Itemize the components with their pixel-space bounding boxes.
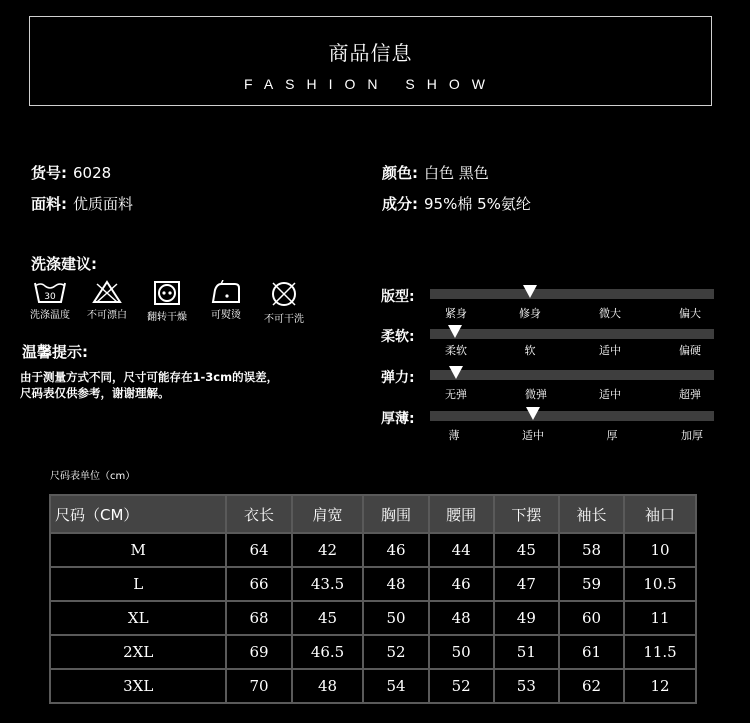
table-cell: 66 [227,568,290,600]
table-cell: 60 [560,602,623,634]
table-row [51,670,695,702]
notice-line: 由于测量方式不同，尺寸可能存在1-3cm的误差， [20,370,279,384]
rating-label-elasticity: 弹力: [381,370,415,386]
table-cell: 51 [495,636,558,668]
rating-option: 适中 [599,344,621,357]
table-cell: 61 [560,636,623,668]
table-cell: 2XL [51,636,225,668]
table-cell: XL [51,602,225,634]
rating-marker-softness [448,325,462,338]
wash-item [18,280,82,321]
rating-option: 加厚 [681,429,703,442]
rating-option: 修身 [519,307,541,320]
table-row [51,534,695,566]
table-cell: 62 [560,670,623,702]
rating-option: 厚 [606,429,618,442]
rating-option: 柔软 [445,344,467,357]
rating-option: 适中 [599,388,621,401]
table-cell: 68 [227,602,290,634]
wash-label: 洗涤温度 [30,310,70,321]
rating-option: 超弹 [679,388,701,401]
table-cell: 3XL [51,670,225,702]
color-value: 白色 黑色 [424,164,489,182]
page-title: 商品信息 [328,41,413,65]
no-dry-clean-icon [269,280,299,308]
column-header: 袖口 [625,496,695,532]
table-cell: 48 [293,670,363,702]
column-header: 下摆 [495,496,558,532]
table-cell: M [51,534,225,566]
header-box [29,16,712,106]
column-header: 胸围 [364,496,427,532]
table-cell: 70 [227,670,290,702]
size-table [49,494,697,704]
rating-marker-thickness [526,407,540,420]
rating-label-fit: 版型: [381,289,415,305]
fabric [31,193,133,214]
table-cell: 59 [560,568,623,600]
table-cell: 49 [495,602,558,634]
table-cell: 42 [293,534,363,566]
item-number-label: 货号: [31,164,67,182]
table-cell: 58 [560,534,623,566]
rating-option: 偏硬 [679,344,701,357]
table-cell: 44 [430,534,493,566]
wash-label: 不可干洗 [264,314,304,325]
rating-track-softness [430,329,714,339]
table-cell: 54 [364,670,427,702]
table-cell: 52 [430,670,493,702]
rating-track-fit [430,289,714,299]
svg-text:30: 30 [44,292,56,302]
table-cell: 50 [430,636,493,668]
table-row [51,602,695,634]
table-cell: L [51,568,225,600]
rating-label-softness: 柔软: [381,329,415,345]
table-cell: 48 [430,602,493,634]
color-label: 颜色: [382,164,418,182]
column-header: 腰围 [430,496,493,532]
rating-option: 微大 [599,307,621,320]
composition [382,193,531,214]
table-row [51,568,695,600]
column-header: 衣长 [227,496,290,532]
table-cell: 10.5 [625,568,695,600]
table-cell: 11.5 [625,636,695,668]
column-header: 肩宽 [293,496,363,532]
rating-option: 薄 [448,429,460,442]
table-cell: 11 [625,602,695,634]
page-subtitle: FASHION SHOW [244,76,497,92]
fabric-label: 面料: [31,195,67,213]
table-cell: 46 [364,534,427,566]
table-cell: 46.5 [293,636,363,668]
no-bleach-icon [92,280,122,304]
wash-item [252,280,316,325]
wash-label: 不可漂白 [87,310,127,321]
rating-option: 微弹 [525,388,547,401]
item-number [31,162,111,183]
table-cell: 43.5 [293,568,363,600]
table-cell: 12 [625,670,695,702]
fabric-value: 优质面料 [73,195,134,213]
table-cell: 69 [227,636,290,668]
wash-title: 洗涤建议: [31,255,97,273]
wash-30-icon [33,280,67,304]
color [382,162,489,183]
notice-line: 尺码表仅供参考，谢谢理解。 [20,386,170,400]
rating-track-thickness [430,411,714,421]
column-header: 尺码（CM） [51,496,225,532]
rating-option: 无弹 [445,388,467,401]
table-cell: 45 [495,534,558,566]
table-row [51,636,695,668]
table-cell: 52 [364,636,427,668]
column-header: 袖长 [560,496,623,532]
table-cell: 46 [430,568,493,600]
rating-option: 紧身 [445,307,467,320]
size-table-caption: 尺码表单位（cm） [50,471,136,482]
table-cell: 64 [227,534,290,566]
rating-option: 适中 [522,429,544,442]
composition-value: 95%棉 5%氨纶 [424,195,531,213]
table-cell: 53 [495,670,558,702]
table-cell: 10 [625,534,695,566]
tumble-dry-icon [153,280,181,306]
wash-item [135,280,199,323]
rating-label-thickness: 厚薄: [381,411,415,427]
rating-option: 偏大 [679,307,701,320]
wash-item [194,280,258,321]
notice-title: 温馨提示: [22,343,88,361]
table-cell: 48 [364,568,427,600]
table-header-row [51,496,695,532]
item-number-value: 6028 [73,164,112,182]
composition-label: 成分: [382,195,418,213]
iron-icon [209,280,243,304]
wash-label: 可熨烫 [211,310,241,321]
table-cell: 45 [293,602,363,634]
rating-track-elasticity [430,370,714,380]
notice-text [20,369,278,401]
wash-label: 翻转干燥 [147,312,187,323]
rating-marker-elasticity [449,366,463,379]
rating-option: 软 [524,344,536,357]
wash-item [75,280,139,321]
rating-marker-fit [523,285,537,298]
table-cell: 47 [495,568,558,600]
table-cell: 50 [364,602,427,634]
